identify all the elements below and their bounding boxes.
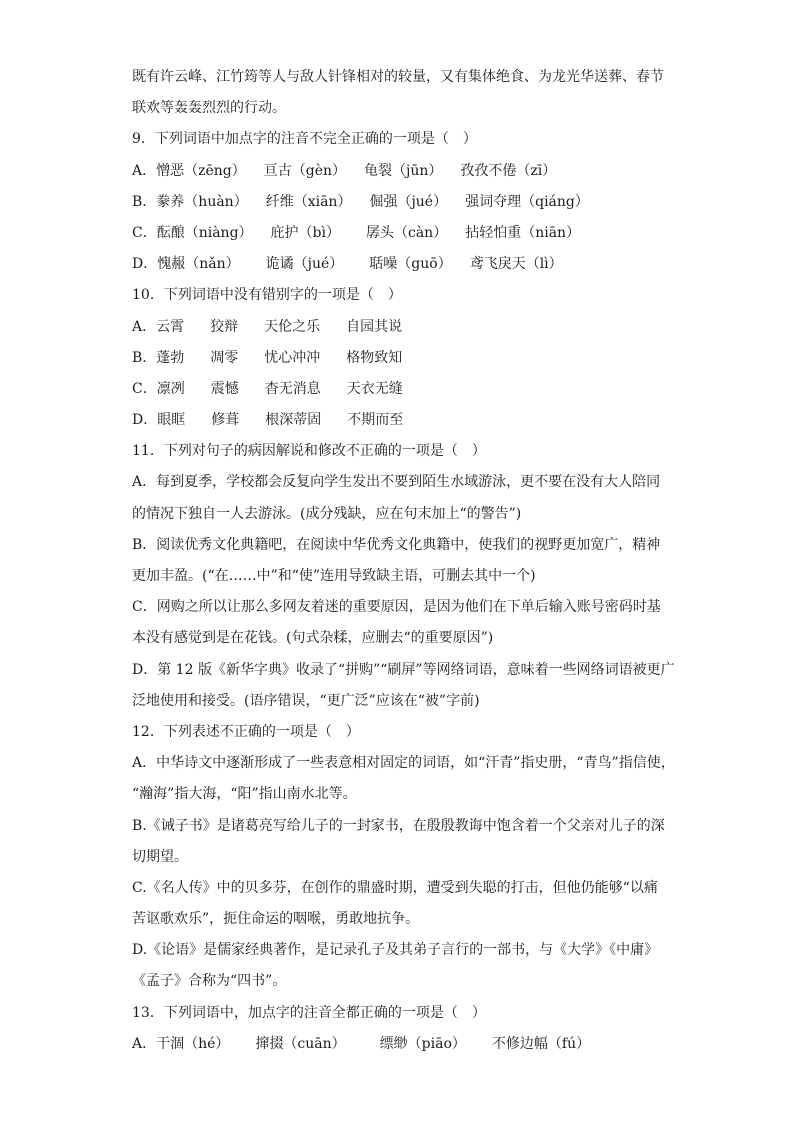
question-12-line: 苦讴歌欢乐”，扼住命运的咽喉，勇敢地抗争。 xyxy=(132,911,420,928)
question-9-option-a: A．憎恶（zēng） 亘古（gèn） 龟裂（jūn） 孜孜不倦（zī） xyxy=(132,162,557,179)
question-10-stem: 10．下列词语中没有错别字的一项是（ ） xyxy=(132,287,402,304)
question-12-line: “瀚海”指大海，“阳”指山南水北等。 xyxy=(132,786,357,803)
question-12-stem: 12．下列表述不正确的一项是（ ） xyxy=(132,723,360,740)
question-10-option-d: D．眼眶 修葺 根深蒂固 不期而至 xyxy=(132,412,404,429)
question-12-line: 切期望。 xyxy=(132,848,188,865)
question-12-line: B.《诫子书》是诸葛亮写给儿子的一封家书，在殷殷教诲中饱含着一个父亲对儿子的深 xyxy=(132,817,665,834)
question-11-line: 泛地使用和接受。(语序错误，“更广泛”应该在“被”字前) xyxy=(132,692,480,709)
question-11-line: A．每到夏季，学校都会反复向学生发出不要到陌生水域游泳，更不要在没有大人陪同 xyxy=(132,474,661,491)
question-12-line: 《孟子》合称为“四书”。 xyxy=(132,973,287,990)
question-12-line: D.《论语》是儒家经典著作，是记录孔子及其弟子言行的一部书，与《大学》《中庸》 xyxy=(132,942,659,959)
intro-line-1: 既有许云峰、江竹筠等人与敌人针锋相对的较量，又有集体绝食、为龙光华送葬、春节 xyxy=(132,69,664,85)
question-11-line: 的情况下独自一人去游泳。(成分残缺，应在句末加上“的警告”) xyxy=(132,505,522,522)
question-13-stem: 13．下列词语中，加点字的注音全都正确的一项是（ ） xyxy=(132,1004,486,1021)
question-11-stem: 11．下列对句子的病因解说和修改不正确的一项是（ ） xyxy=(132,443,486,460)
exam-page xyxy=(132,62,675,1060)
question-11-line: 更加丰盈。(“在……中”和“使”连用导致缺主语，可删去其中一个) xyxy=(132,568,536,584)
question-9-stem: 9．下列词语中加点字的注音不完全正确的一项是（ ） xyxy=(132,131,477,148)
question-11-line: 本没有感觉到是在花钱。(句式杂糅，应删去“的重要原因”) xyxy=(132,630,494,647)
question-11-line: C．网购之所以让那么多网友着迷的重要原因，是因为他们在下单后输入账号密码时基 xyxy=(132,599,661,616)
question-10-option-c: C．凛冽 震憾 杳无消息 天衣无缝 xyxy=(132,380,403,397)
question-9-option-d: D．愧赧（nǎn） 诡谲（jué） 聒噪（guō） 鸢飞戾天（lì） xyxy=(132,256,563,273)
question-10-option-a: A．云霄 狡辩 天伦之乐 自园其说 xyxy=(132,318,403,335)
question-9-option-c: C．酝酿（niàng） 庇护（bì） 孱头（càn） 拈轻怕重（niān） xyxy=(132,224,581,241)
question-11-line: B．阅读优秀文化典籍吧，在阅读中华优秀文化典籍中，使我们的视野更加宽广，精神 xyxy=(132,536,661,553)
question-10-option-b: B．蓬勃 凋零 忧心冲冲 格物致知 xyxy=(132,349,403,366)
question-9-option-b: B．豢养（huàn） 纤维（xiān） 倔强（jué） 强词夺理（qiáng） xyxy=(132,193,589,210)
question-13-option-a: A．干涸（hé） 撺掇（cuān） 缥缈（piāo） 不修边幅（fú） xyxy=(132,1035,591,1052)
question-12-line: C.《名人传》中的贝多芬，在创作的鼎盛时期，遭受到失聪的打击，但他仍能够“以痛 xyxy=(132,879,658,896)
question-12-line: A．中华诗文中逐渐形成了一些表意相对固定的词语，如“汗青”指史册，“青鸟”指信使， xyxy=(132,755,675,772)
question-11-line: D．第 12 版《新华字典》收录了“拼购”“刷屏”等网络词语，意味着一些网络词语被更广 xyxy=(132,661,675,678)
intro-line-2: 联欢等轰轰烈烈的行动。 xyxy=(132,100,286,117)
